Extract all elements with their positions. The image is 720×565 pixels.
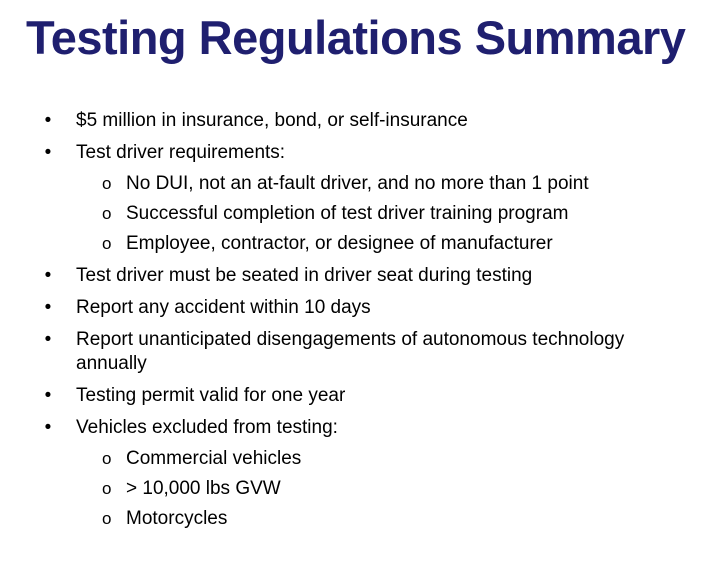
bullet-item bbox=[0, 416, 676, 531]
bullet-text: Vehicles excluded from testing: bbox=[76, 417, 338, 438]
sub-bullet-list bbox=[76, 447, 676, 531]
bullet-marker: • bbox=[44, 110, 52, 131]
bullet-text: Report any accident within 10 days bbox=[76, 297, 371, 318]
bullet-marker: • bbox=[44, 142, 52, 163]
bullet-marker: • bbox=[44, 297, 52, 318]
sub-bullet-item bbox=[76, 507, 676, 531]
sub-bullet-item bbox=[76, 172, 676, 196]
sub-bullet-item bbox=[76, 202, 676, 226]
bullet-item bbox=[0, 264, 676, 288]
sub-bullet-marker: o bbox=[102, 204, 112, 223]
slide-title: Testing Regulations Summary bbox=[26, 11, 686, 64]
bullet-item bbox=[0, 384, 676, 408]
bullet-marker: • bbox=[44, 417, 52, 438]
sub-bullet-text: No DUI, not an at-fault driver, and no more than 1 point bbox=[126, 173, 589, 194]
sub-bullet-marker: o bbox=[102, 449, 112, 468]
bullet-text: Testing permit valid for one year bbox=[76, 385, 346, 406]
bullet-list bbox=[0, 109, 720, 539]
sub-bullet-item bbox=[76, 447, 676, 471]
sub-bullet-list bbox=[76, 172, 676, 256]
bullet-item bbox=[0, 109, 676, 133]
sub-bullet-marker: o bbox=[102, 509, 112, 528]
sub-bullet-text: Employee, contractor, or designee of manufacturer bbox=[126, 233, 553, 254]
bullet-marker: • bbox=[44, 329, 52, 350]
bullet-marker: • bbox=[44, 265, 52, 286]
sub-bullet-text: Commercial vehicles bbox=[126, 448, 302, 469]
sub-bullet-marker: o bbox=[102, 479, 112, 498]
sub-bullet-text: > 10,000 lbs GVW bbox=[126, 478, 281, 499]
bullet-marker: • bbox=[44, 385, 52, 406]
sub-bullet-marker: o bbox=[102, 234, 112, 253]
sub-bullet-marker: o bbox=[102, 174, 112, 193]
sub-bullet-item bbox=[76, 477, 676, 501]
bullet-item bbox=[0, 328, 676, 376]
bullet-item bbox=[0, 296, 676, 320]
sub-bullet-text: Motorcycles bbox=[126, 508, 228, 529]
sub-bullet-text: Successful completion of test driver training program bbox=[126, 203, 569, 224]
bullet-item bbox=[0, 141, 676, 256]
bullet-text: Test driver requirements: bbox=[76, 142, 286, 163]
bullet-text: $5 million in insurance, bond, or self-insurance bbox=[76, 110, 468, 131]
bullet-text: Test driver must be seated in driver seat during testing bbox=[76, 265, 533, 286]
bullet-text: Report unanticipated disengagements of autonomous technology annually bbox=[76, 329, 625, 374]
sub-bullet-item bbox=[76, 232, 676, 256]
